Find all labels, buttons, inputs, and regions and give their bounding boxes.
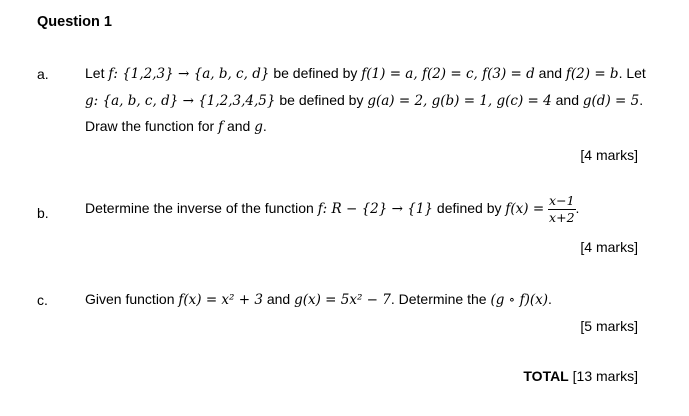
math-gd-value: g(d) = 5 [582, 93, 640, 109]
question-a-line-1: Let f: {1,2,3} → {a, b, c, d} be defined by f(1) = a, f(2) = c, f(3) = d and f(2) = b. Let [85, 65, 646, 82]
math-g-values: g(a) = 2, g(b) = 1, g(c) = 4 [367, 93, 552, 109]
math-g-definition: g: {a, b, c, d} → {1,2,3,4,5} [85, 93, 276, 109]
total-marks [523, 368, 638, 384]
fraction-denominator: x+2 [549, 210, 575, 225]
question-b-text: Determine the inverse of the function f: R − {2} → {1} defined by f(x) = $\frac{x-1}{x+2}$ . [85, 193, 580, 225]
math-f-definition: f: {1,2,3} → {a, b, c, d} [108, 66, 270, 82]
question-a-label: a. [37, 66, 49, 82]
math-f-function: f(x) = x² + 3 [178, 292, 263, 308]
math-g-function: g(x) = 5x² − 7 [294, 292, 391, 308]
fraction [548, 194, 575, 225]
question-c-label: c. [37, 292, 48, 308]
question-heading: Question 1 [37, 14, 112, 30]
math-f-domain: f: R − {2} → {1} [317, 201, 434, 218]
math-composition: (g ∘ f)(x) [490, 292, 548, 308]
math-f-values: f(1) = a, f(2) = c, f(3) = d [361, 66, 535, 82]
math-fx: f(x) = [505, 201, 545, 218]
question-b-marks: [4 marks] [580, 239, 638, 255]
math-f2-value: f(2) = b [565, 66, 619, 82]
question-b-label: b. [37, 205, 49, 221]
question-a-line-2: g: {a, b, c, d} → {1,2,3,4,5} be defined by g(a) = 2, g(b) = 1, g(c) = 4 and g(d) = 5. [85, 92, 644, 109]
total-value: [13 marks] [568, 368, 638, 384]
question-c-text: Given function f(x) = x² + 3 and g(x) = 5x² − 7. Determine the (g ∘ f)(x). [85, 291, 552, 308]
question-c-marks: [5 marks] [580, 318, 638, 334]
total-label: TOTAL [523, 368, 569, 384]
fraction-numerator: x−1 [549, 193, 575, 208]
question-a-line-3: Draw the function for f and g. [85, 118, 267, 135]
question-a-marks: [4 marks] [580, 147, 638, 163]
